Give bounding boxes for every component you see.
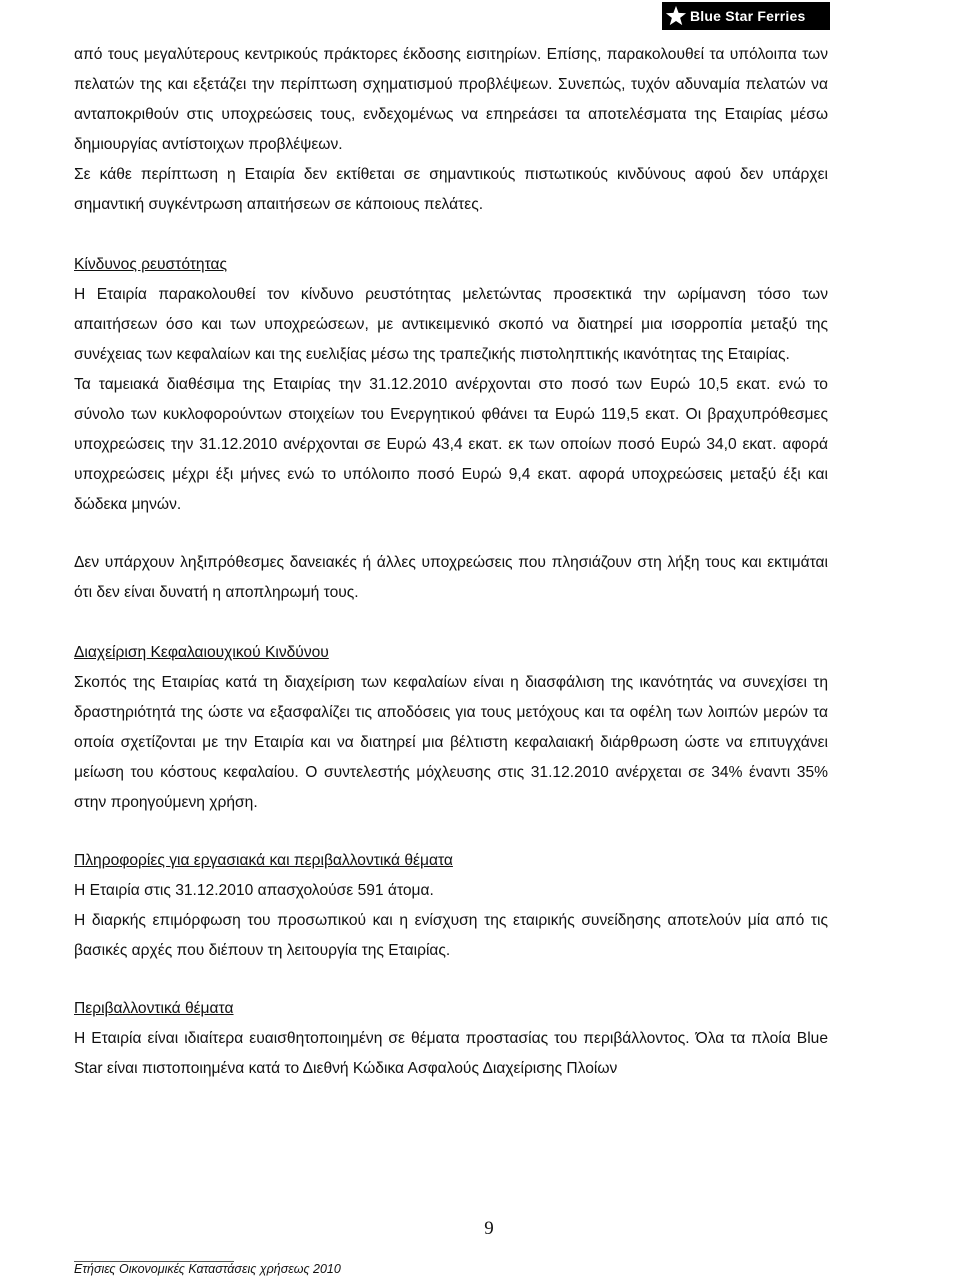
paragraph: Η Εταιρία στις 31.12.2010 απασχολούσε 591 άτομα. [74,882,434,899]
footer-text: Ετήσιες Οικονομικές Καταστάσεις χρήσεως 2010 [74,1262,341,1276]
section-heading-labor: Πληροφορίες για εργασιακά και περιβαλλοντικά θέματα [74,852,453,869]
section-heading-capital: Διαχείριση Κεφαλαιουχικού Κινδύνου [74,644,329,661]
paragraph: Δεν υπάρχουν ληξιπρόθεσμες δανειακές ή άλλες υποχρεώσεις που πλησιάζουν στη λήξη τους και εκτιμάται ότι δεν είναι δυνατή η αποπληρωμή τους. [74,554,828,601]
paragraph: Τα ταμειακά διαθέσιμα της Εταιρίας την 31.12.2010 ανέρχονται στο ποσό των Ευρώ 10,5 εκατ. ενώ το σύνολο των κυκλοφορούντων στοιχείων του Ενεργητικού φθάνει τα Ευρώ 119,5 εκατ. Οι βραχυπρόθεσμες υποχρεώσεις την 31.12.2010 ανέρχονται σε Ευρώ 43,4 εκατ. εκ των οποίων ποσό Ευρώ 34,0 εκατ. αφορά υποχρεώσεις μέχρι έξι μήνες ενώ το υπόλοιπο ποσό Ευρώ 9,4 εκατ. αφορά υποχρεώσεις μεταξύ έξι και δώδεκα μηνών. [74,376,828,513]
paragraph: από τους μεγαλύτερους κεντρικούς πράκτορες έκδοσης εισιτηρίων. Επίσης, παρακολουθεί τα υπόλοιπα των πελατών της και εξετάζει την περίπτωση σχηματισμού προβλέψεων. Συνεπώς, τυχόν αδυναμία πελατών να ανταποκριθούν στις υποχρεώσεις τους, ενδεχομένως να επηρεάσει τα αποτελέσματα της Εταιρίας μέσω δημιουργίας αντίστοιχων προβλέψεων. [74,46,828,153]
section-heading-environment: Περιβαλλοντικά θέματα [74,1000,234,1017]
paragraph: Η διαρκής επιμόρφωση του προσωπικού και η ενίσχυση της εταιρικής συνείδησης αποτελούν μία από τις βασικές αρχές που διέπουν τη λειτουργία της Εταιρίας. [74,912,828,959]
star-icon [662,2,690,30]
company-logo [662,2,830,30]
paragraph: Η Εταιρία είναι ιδιαίτερα ευαισθητοποιημένη σε θέματα προστασίας του περιβάλλοντος. Όλα τα πλοία Blue Star είναι πιστοποιημένα κατά το Διεθνή Κώδικα Ασφαλούς Διαχείρισης Πλοίων [74,1030,828,1077]
paragraph: Η Εταιρία παρακολουθεί τον κίνδυνο ρευστότητας μελετώντας προσεκτικά την ωρίμανση τόσο των απαιτήσεων όσο και των υποχρεώσεων, με αντικειμενικό σκοπό να διατηρεί μια ισορροπία μεταξύ της συνέχειας των κεφαλαίων και της ευελιξίας μέσω της τραπεζικής πιστοληπτικής ικανότητας της Εταιρίας. [74,286,828,363]
logo-text: Blue Star Ferries [690,8,806,24]
page-number: 9 [484,1218,494,1239]
paragraph: Σκοπός της Εταιρίας κατά τη διαχείριση των κεφαλαίων είναι η διασφάλιση της ικανότητάς να συνεχίσει τη δραστηριότητά της ώστε να εξασφαλίζει τις αποδόσεις για τους μετόχους και τα οφέλη των λοιπών μερών τα οποία σχετίζονται με την Εταιρία και να διατηρεί μια βέλτιστη κεφαλαιακή διάρθρωση ώστε να επιτυγχάνει μείωση του κόστους κεφαλαίου. Ο συντελεστής μόχλευσης στις 31.12.2010 ανέρχεται σε 34% έναντι 35% στην προηγούμενη χρήση. [74,674,828,811]
paragraph: Σε κάθε περίπτωση η Εταιρία δεν εκτίθεται σε σημαντικούς πιστωτικούς κινδύνους αφού δεν υπάρχει σημαντική συγκέντρωση απαιτήσεων σε κάποιους πελάτες. [74,166,828,213]
document-body [74,40,828,1084]
section-heading-liquidity: Κίνδυνος ρευστότητας [74,256,228,273]
